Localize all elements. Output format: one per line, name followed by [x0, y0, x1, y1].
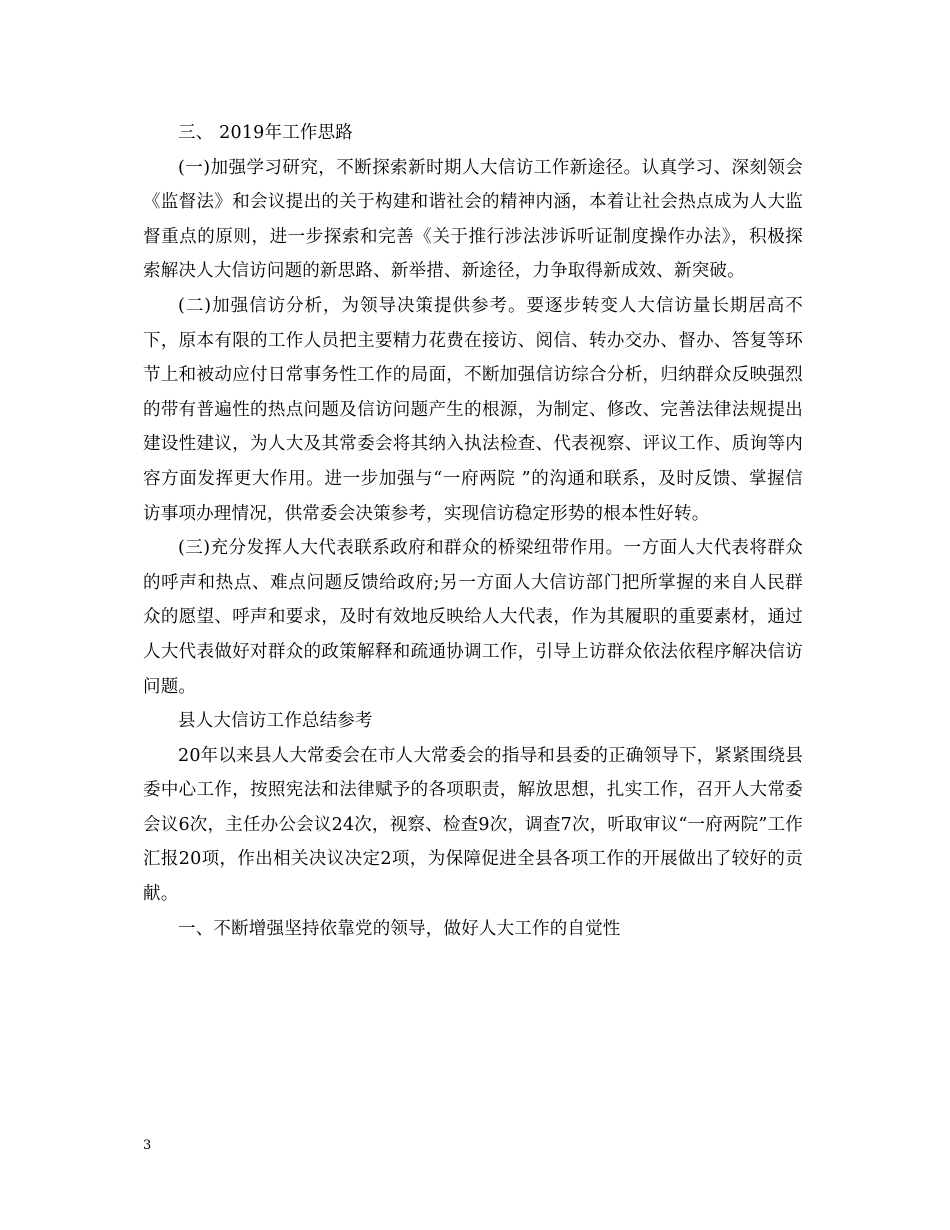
- document-body: [143, 116, 803, 946]
- section-heading-work-plan: 三、 2019年工作思路: [178, 123, 353, 143]
- paragraph-section-one-heading: 一、不断增强坚持依靠党的领导，做好人大工作的自觉性: [178, 918, 621, 939]
- paragraph-summary-title: 县人大信访工作总结参考: [178, 711, 373, 732]
- paragraph-petition-analysis: (二)加强信访分析，为领导决策提供参考。要逐步转变人大信访量长期居高不下，原本有限的工作人员把主要精力花费在接访、阅信、转办交办、督办、答复等环节上和被动应付日常事务性工作的局面，不断加强信访综合分析，归纳群众反映强烈的带有普遍性的热点问题及信访问题产生的根源，为制定、修改、完善法律法规提出建设性建议，为人大及其常委会将其纳入执法检查、代表视察、评议工作、质询等内容方面发挥更大作用。进一步加强与“一府两院 ”的沟通和联系，及时反馈、掌握信访事项办理情况，供常委会决策参考，实现信访稳定形势的根本性好转。: [143, 295, 803, 524]
- paragraph-study-research: (一)加强学习研究，不断探索新时期人大信访工作新途径。认真学习、深刻领会《监督法》和会议提出的关于构建和谐社会的精神内涵，本着让社会热点成为人大监督重点的原则，进一步探索和完善《关于推行涉法涉诉听证制度操作办法》，积极探索解决人大信访问题的新思路、新举措、新途径，力争取得新成效、新突破。: [143, 157, 803, 282]
- page-number: 3: [143, 1138, 152, 1153]
- paragraph-summary-intro: 20年以来县人大常委会在市人大常委会的指导和县委的正确领导下，紧紧围绕县委中心工作，按照宪法和法律赋予的各项职责，解放思想，扎实工作，召开人大常委会议6次，主任办公会议24次，视察、检查9次，调查7次，听取审议“一府两院”工作汇报20项，作出相关决议决定2项，为保障促进全县各项工作的开展做出了较好的贡献。: [143, 745, 803, 905]
- paragraph-deputy-bridge-role: (三)充分发挥人大代表联系政府和群众的桥梁纽带作用。一方面人大代表将群众的呼声和热点、难点问题反馈给政府;另一方面人大信访部门把所掌握的来自人民群众的愿望、呼声和要求，及时有效地反映给人大代表，作为其履职的重要素材，通过人大代表做好对群众的政策解释和疏通协调工作，引导上访群众依法依程序解决信访问题。: [143, 538, 803, 697]
